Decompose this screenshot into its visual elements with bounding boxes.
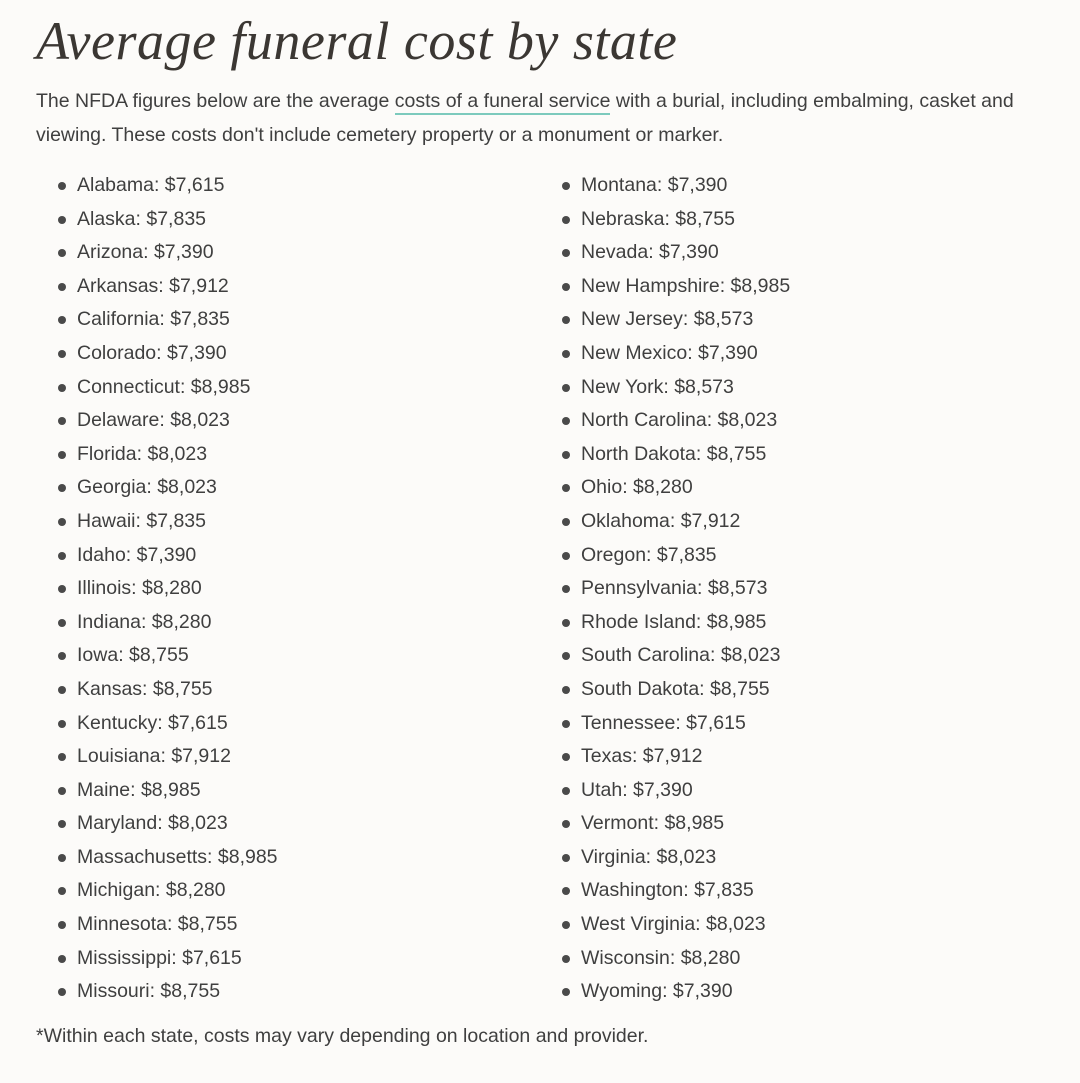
list-item: Georgia: $8,023 <box>58 471 540 505</box>
list-item: Tennessee: $7,615 <box>562 707 1044 741</box>
list-item: New Jersey: $8,573 <box>562 303 1044 337</box>
list-item: Utah: $7,390 <box>562 774 1044 808</box>
list-item: Delaware: $8,023 <box>58 404 540 438</box>
list-item: Louisiana: $7,912 <box>58 740 540 774</box>
list-item: Rhode Island: $8,985 <box>562 606 1044 640</box>
list-item: Ohio: $8,280 <box>562 471 1044 505</box>
intro-paragraph <box>36 84 1044 152</box>
list-item: Illinois: $8,280 <box>58 572 540 606</box>
state-cost-columns <box>36 169 1044 1009</box>
list-item: Kentucky: $7,615 <box>58 707 540 741</box>
footnote: *Within each state, costs may vary depending on location and provider. <box>36 1024 649 1047</box>
list-item: Connecticut: $8,985 <box>58 371 540 405</box>
list-item: Vermont: $8,985 <box>562 807 1044 841</box>
list-item: North Dakota: $8,755 <box>562 438 1044 472</box>
list-item: Virginia: $8,023 <box>562 841 1044 875</box>
list-item: Nevada: $7,390 <box>562 236 1044 270</box>
list-item: Kansas: $8,755 <box>58 673 540 707</box>
list-item: Mississippi: $7,615 <box>58 942 540 976</box>
funeral-service-costs-link[interactable]: costs of a funeral service <box>395 90 611 115</box>
list-item: Florida: $8,023 <box>58 438 540 472</box>
intro-text-after: with a burial, including embalming, casket and viewing. These costs don't include cemetery property or a monument or marker. <box>36 90 1014 146</box>
list-item: Massachusetts: $8,985 <box>58 841 540 875</box>
left-column <box>36 169 540 1009</box>
list-item: Arizona: $7,390 <box>58 236 540 270</box>
list-item: New Mexico: $7,390 <box>562 337 1044 371</box>
list-item: Pennsylvania: $8,573 <box>562 572 1044 606</box>
list-item: Hawaii: $7,835 <box>58 505 540 539</box>
list-item: West Virginia: $8,023 <box>562 908 1044 942</box>
list-item: New Hampshire: $8,985 <box>562 270 1044 304</box>
list-item: California: $7,835 <box>58 303 540 337</box>
list-item: New York: $8,573 <box>562 371 1044 405</box>
page-title: Average funeral cost by state <box>36 11 678 71</box>
list-item: Alaska: $7,835 <box>58 203 540 237</box>
list-item: Indiana: $8,280 <box>58 606 540 640</box>
list-item: South Carolina: $8,023 <box>562 639 1044 673</box>
list-item: Maryland: $8,023 <box>58 807 540 841</box>
state-list-left <box>36 169 540 1009</box>
list-item: Idaho: $7,390 <box>58 539 540 573</box>
intro-text-before: The NFDA figures below are the average <box>36 90 395 112</box>
list-item: Texas: $7,912 <box>562 740 1044 774</box>
list-item: Missouri: $8,755 <box>58 975 540 1009</box>
list-item: Michigan: $8,280 <box>58 874 540 908</box>
list-item: Washington: $7,835 <box>562 874 1044 908</box>
list-item: Wyoming: $7,390 <box>562 975 1044 1009</box>
list-item: Maine: $8,985 <box>58 774 540 808</box>
list-item: Nebraska: $8,755 <box>562 203 1044 237</box>
list-item: North Carolina: $8,023 <box>562 404 1044 438</box>
list-item: Arkansas: $7,912 <box>58 270 540 304</box>
list-item: South Dakota: $8,755 <box>562 673 1044 707</box>
list-item: Oregon: $7,835 <box>562 539 1044 573</box>
list-item: Montana: $7,390 <box>562 169 1044 203</box>
list-item: Colorado: $7,390 <box>58 337 540 371</box>
list-item: Alabama: $7,615 <box>58 169 540 203</box>
list-item: Wisconsin: $8,280 <box>562 942 1044 976</box>
list-item: Oklahoma: $7,912 <box>562 505 1044 539</box>
state-list-right <box>540 169 1044 1009</box>
list-item: Minnesota: $8,755 <box>58 908 540 942</box>
list-item: Iowa: $8,755 <box>58 639 540 673</box>
right-column <box>540 169 1044 1009</box>
